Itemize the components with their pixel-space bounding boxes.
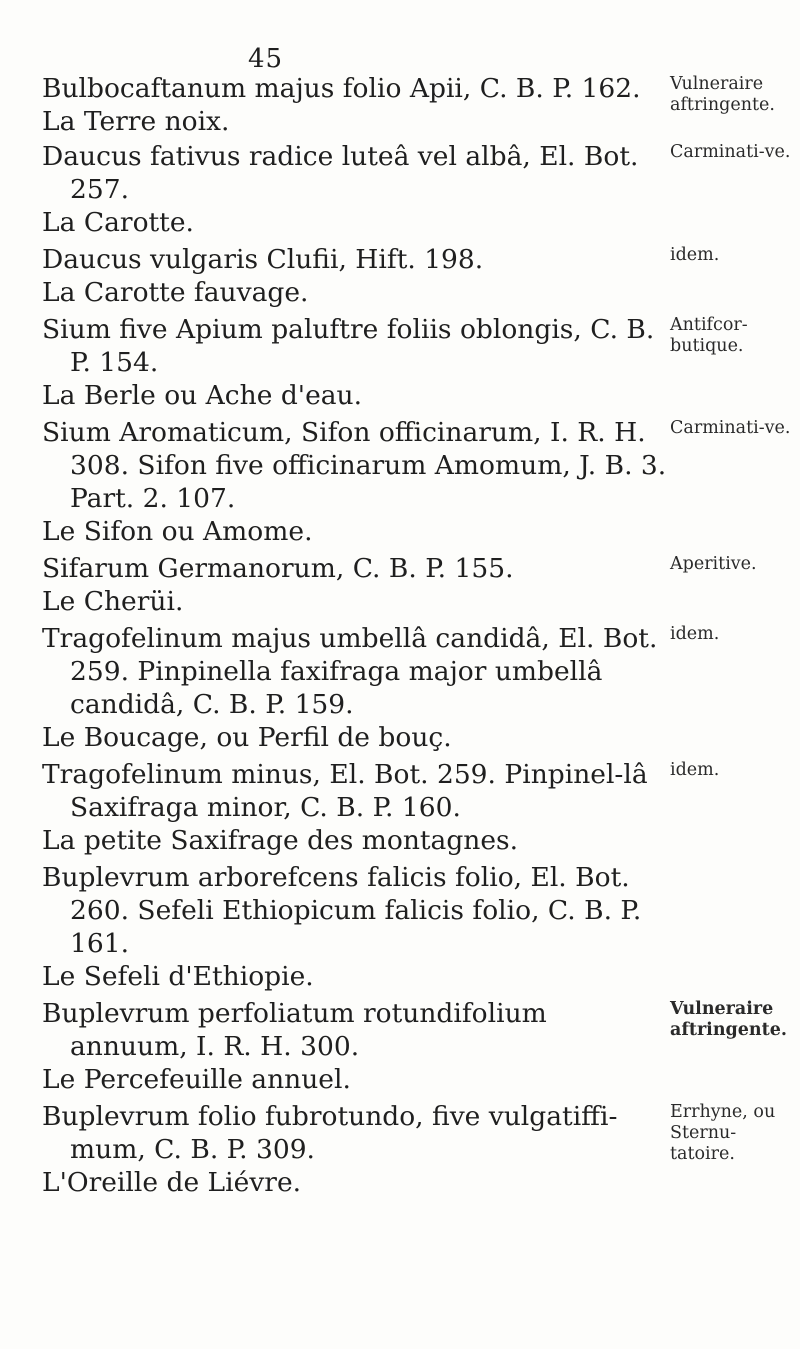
entry <box>42 416 791 548</box>
latin-name: Tragofelinum minus, El. Bot. 259. Pinpinel-lâ Saxifraga minor, C. B. P. 160. <box>42 759 657 823</box>
latin-name: Daucus vulgaris Clufii, Hift. 198. <box>42 244 484 275</box>
entry-list <box>42 72 791 1203</box>
latin-name: Sium Aromaticum, Sifon officinarum, I. R. H. 308. Sifon five officinarum Amomum, J. B. 3. Part. 2. 107. <box>42 417 675 514</box>
latin-name: Daucus fativus radice luteâ vel albâ, El. Bot. 257. <box>42 141 647 205</box>
french-name: Le Boucage, ou Perfil de bouç. <box>42 722 452 753</box>
medicinal-property: idem. <box>670 624 720 644</box>
medicinal-property: Aperitive. <box>670 554 757 574</box>
entry <box>42 997 787 1096</box>
latin-name: Buplevrum folio fubrotundo, five vulgatiffi-mum, C. B. P. 309. <box>42 1101 618 1165</box>
entry <box>42 72 782 138</box>
french-name: La Carotte fauvage. <box>42 277 309 308</box>
french-name: La petite Saxifrage des montagnes. <box>42 825 519 856</box>
entry <box>42 552 782 618</box>
medicinal-property: Vulneraire aftringente. <box>670 999 787 1040</box>
latin-name: Buplevrum perfoliatum rotundifolium annuum, I. R. H. 300. <box>42 998 556 1062</box>
entry <box>42 758 782 857</box>
french-name: Le Sefeli d'Ethiopie. <box>42 961 314 992</box>
medicinal-property: Errhyne, ou Sternu-tatoire. <box>670 1102 776 1164</box>
medicinal-property: Vulneraire aftringente. <box>670 74 775 115</box>
medicinal-property: idem. <box>670 760 720 780</box>
latin-name: Tragofelinum majus umbellâ candidâ, El. Bot. 259. Pinpinella faxifraga major umbellâ candidâ, C. B. P. 159. <box>42 623 666 720</box>
french-name: La Berle ou Ache d'eau. <box>42 380 363 411</box>
latin-name: Buplevrum arborefcens falicis folio, El. Bot. 260. Sefeli Ethiopicum falicis folio, C. B. P. 161. <box>42 862 650 959</box>
latin-name: Sifarum Germanorum, C. B. P. 155. <box>42 553 514 584</box>
entry <box>42 243 782 309</box>
entry <box>42 140 791 239</box>
french-name: Le Cherüi. <box>42 586 184 617</box>
french-name: La Carotte. <box>42 207 194 238</box>
latin-name: Bulbocaftanum majus folio Apii, C. B. P. 162. <box>42 73 641 104</box>
french-name: Le Percefeuille annuel. <box>42 1064 351 1095</box>
french-name: L'Oreille de Liévre. <box>42 1167 302 1198</box>
french-name: La Terre noix. <box>42 106 230 137</box>
entry <box>42 313 782 412</box>
entry <box>42 861 782 993</box>
entry <box>42 1100 782 1199</box>
medicinal-property: Antifcor-butique. <box>670 315 748 356</box>
french-name: Le Sifon ou Amome. <box>42 516 313 547</box>
page-number: 45 <box>248 44 284 74</box>
medicinal-property: idem. <box>670 245 720 265</box>
latin-name: Sium five Apium paluftre foliis oblongis, C. B. P. 154. <box>42 314 663 378</box>
medicinal-property: Carminati-ve. <box>670 142 791 162</box>
medicinal-property: Carminati-ve. <box>670 418 791 438</box>
entry <box>42 622 782 754</box>
